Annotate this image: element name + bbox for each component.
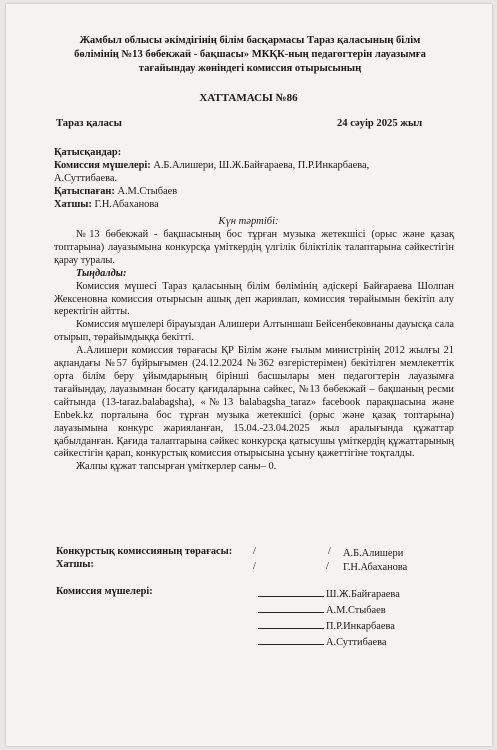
header-line-1: Жамбыл облысы әкімдігінің білім басқармасы Тараз қаласының білім xyxy=(79,35,421,46)
member-name-3: П.Р.Инкарбаева xyxy=(326,621,395,632)
document-body xyxy=(54,229,454,474)
present-label: Қатысқандар: xyxy=(54,147,122,158)
attendance-block xyxy=(54,146,454,211)
member-name-4: А.Суттибаева xyxy=(326,637,387,648)
member-name-1: Ш.Ж.Байғараева xyxy=(326,589,400,600)
paragraph-1: Комиссия мүшесі Тараз қаласының білім бөлімінің әдіскері Байғараева Шолпан Жексеновна комиссия отырысын ашық деп жариялап, комиссия төрайымын бекітіп алу керектігін айтты. xyxy=(54,280,454,318)
document-title: ХАТТАМАСЫ №86 xyxy=(199,92,298,104)
secretary-name: Г.Н.Абаханова xyxy=(343,562,408,573)
members-line-1: А.Б.Алишери, Ш.Ж.Байғараева, П.Р.Инкарбаева, xyxy=(150,160,370,171)
signature-line-3 xyxy=(258,628,324,629)
secretary-slash-right: / xyxy=(326,561,329,572)
paragraph-3: А.Алишери комиссия төрағасы ҚР Білім және ғылым министрінің 2012 жылғы 21 ақпандағы №57 бұйрығымен (24.12.2024 №362 өзгерістерімен) бекітілген мемлекеттік орта білім беру ұйымдарының бірінші басшылары мен педагогтерін лауазымға тағайындау, лауазымнан босату қағидаларына сәйкес, №13 бөбекжай – бақшаның ресми сайтында (13-taraz.balabagsha), «№13 balabagsha_taraz» facebook парақшасына және Enbek.kz порталына бос тұрған музыка жетекшісі (орыс және қазақ топтарына) лауазымына конкурс жарияланған, 15.04.-23.04.2025 жыл аралығында құжаттар қабылданған. Қағида талаптарына сәйкес конкурсқа қатысушы үміткердің құжаттарының сәйкестігін қарап, конкурстық комиссия отырысына ұсыну қажеттігіне тоқталды. xyxy=(54,345,454,460)
absent-value: А.М.Стыбаев xyxy=(114,186,178,197)
members-sign-label: Комиссия мүшелері: xyxy=(56,586,153,597)
paragraph-2: Комиссия мүшелері бірауыздан Алишери Алтыншаш Бейсенбековнаны дауысқа сала отырып, төрайымдыққа бекітті. xyxy=(54,319,454,344)
document-header xyxy=(40,34,460,76)
signature-line-4 xyxy=(258,644,324,645)
chair-label: Конкурстық комиссияның төрағасы: xyxy=(56,546,233,557)
listened-label: Тыңдалды: xyxy=(76,267,127,279)
signature-line-1 xyxy=(258,596,324,597)
city: Тараз қаласы xyxy=(56,118,122,129)
members-line-2: А.Суттибаева. xyxy=(54,173,118,184)
signature-line-2 xyxy=(258,612,324,613)
absent-label: Қатыспаған: xyxy=(54,186,115,197)
agenda-heading: Күн тәртібі: xyxy=(218,216,279,227)
agenda-text: №13 бөбекжай - бақшасының бос тұрған музыка жетекшісі (орыс және қазақ топтарына) лауазымына конкурсқа үміткердің үлгілік біліктілік талаптарына сәйкестігін қарау туралы. xyxy=(54,229,454,266)
chair-slash-right: / xyxy=(328,546,331,557)
secretary-sign-label: Хатшы: xyxy=(56,559,94,570)
member-name-2: А.М.Стыбаев xyxy=(326,605,386,616)
secretary-label: Хатшы: xyxy=(54,199,92,210)
members-label: Комиссия мүшелері: xyxy=(54,160,151,171)
header-line-2: бөлімінің №13 бөбекжай - бақшасы» МКҚК-ның педагогтерін лауазымға xyxy=(74,49,426,60)
date: 24 сәуір 2025 жыл xyxy=(337,118,423,129)
paragraph-4: Жалпы құжат тапсырған үміткерлер саны– 0. xyxy=(76,461,277,473)
header-line-3: тағайындау жөніндегі комиссия отырысының xyxy=(138,63,362,74)
secretary-slash-left: / xyxy=(253,561,256,572)
secretary-value: Г.Н.Абаханова xyxy=(91,199,159,210)
chair-name: А.Б.Алишери xyxy=(343,548,404,559)
chair-slash-left: / xyxy=(253,546,256,557)
